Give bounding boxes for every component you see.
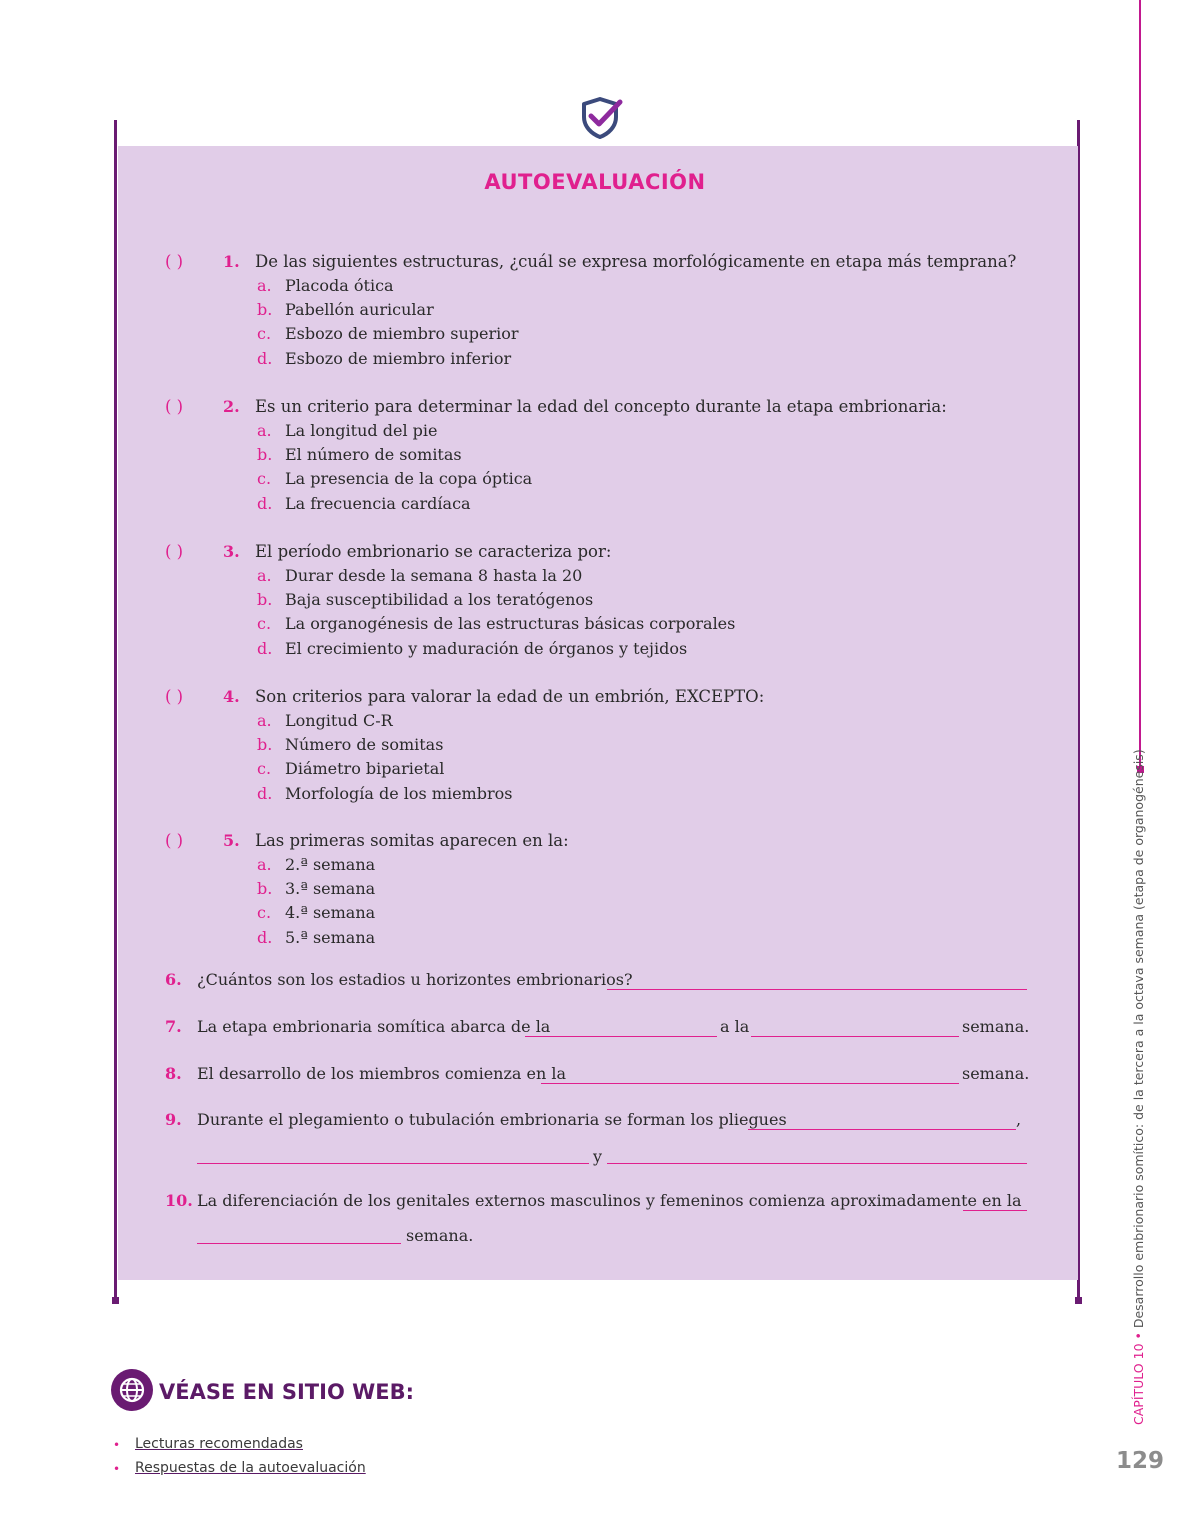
- question-1: [165, 249, 1045, 370]
- question-8: 8. El desarrollo de los miembros comienza en la semana.: [165, 1064, 1030, 1083]
- question-9-continued: y: [165, 1147, 1035, 1171]
- answer-blank[interactable]: [197, 1243, 401, 1244]
- option-d[interactable]: [165, 636, 1045, 660]
- option-text: Diámetro biparietal: [285, 759, 445, 779]
- website-heading: VÉASE EN SITIO WEB:: [159, 1380, 415, 1404]
- option-letter: a.: [257, 710, 272, 730]
- frame-left-end: [112, 1297, 119, 1304]
- question-text: De las siguientes estructuras, ¿cuál se expresa morfológicamente en etapa más temprana?: [255, 251, 1017, 271]
- bullet: •: [113, 1462, 121, 1476]
- option-c[interactable]: [165, 467, 1045, 491]
- option-text: Morfología de los miembros: [285, 783, 513, 803]
- option-c[interactable]: [165, 901, 1045, 925]
- option-text: La longitud del pie: [285, 420, 438, 440]
- question-number: 1.: [223, 251, 240, 271]
- question-text: Es un criterio para determinar la edad del concepto durante la etapa embrionaria:: [255, 396, 947, 416]
- option-text: Durar desde la semana 8 hasta la 20: [285, 565, 583, 585]
- option-text: 3.ª semana: [285, 878, 376, 898]
- question-number: 4.: [223, 686, 240, 706]
- option-text: Número de somitas: [285, 734, 444, 754]
- option-letter: b.: [257, 734, 273, 754]
- option-text: Esbozo de miembro inferior: [285, 348, 512, 368]
- option-text: El crecimiento y maduración de órganos y tejidos: [285, 638, 688, 658]
- option-letter: a.: [257, 275, 272, 295]
- option-text: La organogénesis de las estructuras básicas corporales: [285, 614, 736, 634]
- option-letter: d.: [257, 638, 273, 658]
- option-c[interactable]: [165, 757, 1045, 781]
- option-d[interactable]: [165, 346, 1045, 370]
- answer-blank[interactable]: [525, 1036, 717, 1037]
- option-a[interactable]: [165, 563, 1045, 587]
- option-text: Placoda ótica: [285, 275, 394, 295]
- option-text: 4.ª semana: [285, 903, 376, 923]
- frame-right-end: [1075, 1297, 1082, 1304]
- option-b[interactable]: [165, 442, 1045, 466]
- option-c[interactable]: [165, 322, 1045, 346]
- option-text: Baja susceptibilidad a los teratógenos: [285, 589, 594, 609]
- option-a[interactable]: [165, 852, 1045, 876]
- option-a[interactable]: [165, 708, 1045, 732]
- question-10: 10. La diferenciación de los genitales externos masculinos y femeninos comienza aproximadamente en la: [165, 1191, 1035, 1215]
- question-stem: [165, 249, 1045, 273]
- answer-parentheses[interactable]: ( ): [165, 541, 184, 561]
- question-text: Las primeras somitas aparecen en la:: [255, 830, 569, 850]
- answer-blank[interactable]: [963, 1210, 1027, 1211]
- page-number: 129: [1116, 1448, 1165, 1474]
- answer-blank[interactable]: [748, 1129, 1016, 1130]
- option-b[interactable]: [165, 587, 1045, 611]
- option-d[interactable]: [165, 491, 1045, 515]
- question-number: 5.: [223, 830, 240, 850]
- option-letter: b.: [257, 589, 273, 609]
- option-text: 5.ª semana: [285, 927, 376, 947]
- option-letter: c.: [257, 614, 272, 634]
- option-letter: c.: [257, 469, 272, 489]
- question-9: 9. Durante el plegamiento o tubulación embrionaria se forman los pliegues ,: [165, 1110, 1022, 1129]
- question-stem: [165, 539, 1045, 563]
- question-stem: [165, 684, 1045, 708]
- question-number: 2.: [223, 396, 240, 416]
- option-text: El número de somitas: [285, 444, 462, 464]
- bullet: •: [113, 1438, 121, 1452]
- answer-parentheses[interactable]: ( ): [165, 686, 184, 706]
- option-text: La presencia de la copa óptica: [285, 469, 533, 489]
- question-2: [165, 394, 1045, 515]
- option-letter: d.: [257, 348, 273, 368]
- answer-blank[interactable]: [751, 1036, 959, 1037]
- option-c[interactable]: [165, 612, 1045, 636]
- option-text: Longitud C-R: [285, 710, 393, 730]
- question-stem: [165, 394, 1045, 418]
- option-letter: a.: [257, 420, 272, 440]
- question-number: 3.: [223, 541, 240, 561]
- option-text: 2.ª semana: [285, 854, 376, 874]
- question-3: [165, 539, 1045, 660]
- question-text: El período embrionario se caracteriza por:: [255, 541, 612, 561]
- question-7: 7. La etapa embrionaria somítica abarca de la a la semana.: [165, 1017, 1030, 1036]
- answer-blank[interactable]: [541, 1083, 959, 1084]
- option-d[interactable]: [165, 781, 1045, 805]
- option-letter: d.: [257, 493, 273, 513]
- chapter-running-head: CAPÍTULO 10 • Desarrollo embrionario somítico: de la tercera a la octava semana (etapa de organogénesis): [1131, 749, 1146, 1425]
- option-letter: c.: [257, 324, 272, 344]
- answer-parentheses[interactable]: ( ): [165, 396, 184, 416]
- link-answers[interactable]: Respuestas de la autoevaluación: [135, 1460, 366, 1476]
- page-title: AUTOEVALUACIÓN: [484, 170, 706, 194]
- option-letter: b.: [257, 444, 273, 464]
- option-letter: b.: [257, 878, 273, 898]
- question-4: [165, 684, 1045, 805]
- question-5: [165, 828, 1045, 949]
- option-text: La frecuencia cardíaca: [285, 493, 471, 513]
- question-text: Son criterios para valorar la edad de un embrión, EXCEPTO:: [255, 686, 765, 706]
- question-stem: [165, 828, 1045, 852]
- option-b[interactable]: [165, 732, 1045, 756]
- option-b[interactable]: [165, 297, 1045, 321]
- answer-parentheses[interactable]: ( ): [165, 251, 184, 271]
- frame-left-line: [114, 120, 117, 1300]
- answer-parentheses[interactable]: ( ): [165, 830, 184, 850]
- answer-blank[interactable]: [607, 1163, 1027, 1164]
- option-letter: c.: [257, 903, 272, 923]
- option-letter: d.: [257, 783, 273, 803]
- margin-line: [1139, 0, 1141, 768]
- globe-icon: [110, 1368, 154, 1412]
- option-letter: a.: [257, 854, 272, 874]
- link-recommended-readings[interactable]: Lecturas recomendadas: [135, 1436, 303, 1452]
- option-d[interactable]: [165, 925, 1045, 949]
- option-b[interactable]: [165, 876, 1045, 900]
- option-text: Pabellón auricular: [285, 299, 434, 319]
- option-a[interactable]: [165, 418, 1045, 442]
- option-letter: d.: [257, 927, 273, 947]
- answer-blank[interactable]: [197, 1163, 589, 1164]
- question-10-continued: semana.: [165, 1226, 1035, 1250]
- option-a[interactable]: [165, 273, 1045, 297]
- shield-check-icon: [578, 95, 626, 141]
- answer-blank[interactable]: [607, 989, 1027, 990]
- question-6: 6. ¿Cuántos son los estadios u horizontes embrionarios?: [165, 970, 1035, 994]
- option-letter: b.: [257, 299, 273, 319]
- option-letter: c.: [257, 759, 272, 779]
- option-letter: a.: [257, 565, 272, 585]
- option-text: Esbozo de miembro superior: [285, 324, 519, 344]
